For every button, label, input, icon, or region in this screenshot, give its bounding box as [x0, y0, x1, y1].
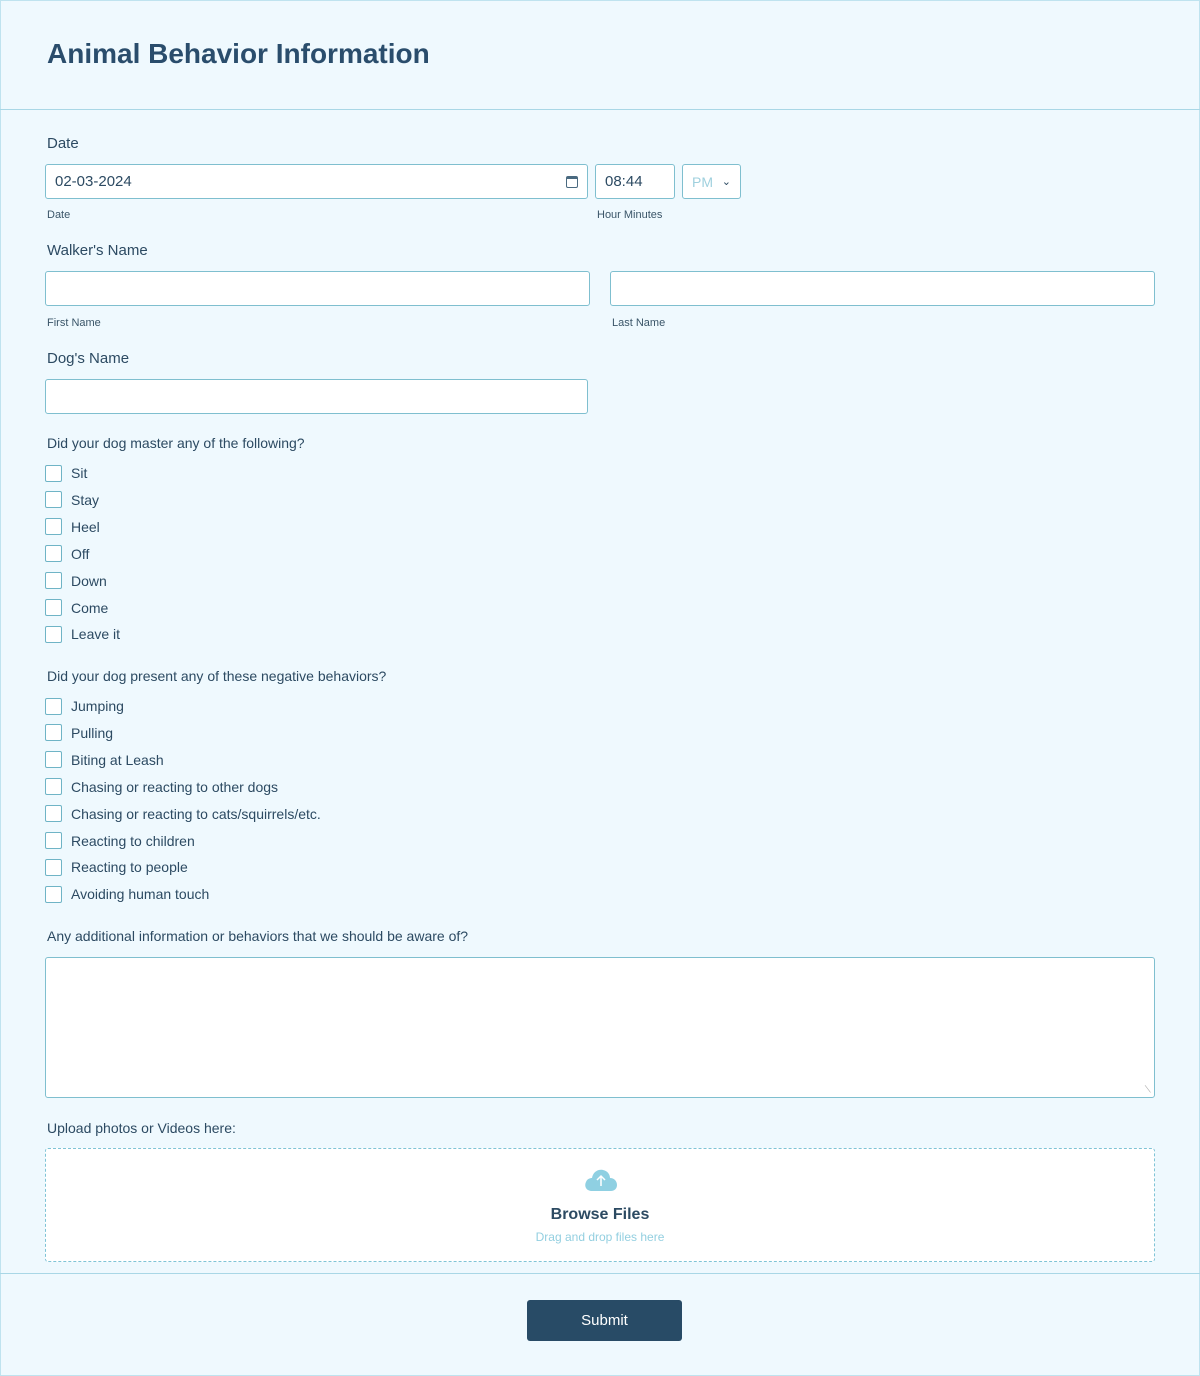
- checkbox-option[interactable]: [45, 778, 278, 796]
- checkbox-label: Sit: [71, 465, 88, 481]
- upload-label: Upload photos or Videos here:: [47, 1120, 236, 1136]
- first-name-input[interactable]: [45, 271, 590, 306]
- last-name-input[interactable]: [610, 271, 1155, 306]
- ampm-value: PM: [692, 173, 713, 190]
- checkbox-option[interactable]: [45, 572, 107, 590]
- checkbox-label: Reacting to people: [71, 859, 188, 876]
- checkbox[interactable]: [45, 599, 62, 616]
- additional-info-label: Any additional information or behaviors that we should be aware of?: [47, 928, 469, 944]
- checkbox[interactable]: [45, 698, 62, 715]
- checkbox-label: Biting at Leash: [71, 751, 164, 768]
- checkbox[interactable]: [45, 724, 62, 741]
- checkbox-option[interactable]: [45, 491, 99, 509]
- date-input[interactable]: [45, 164, 588, 199]
- checkbox[interactable]: [45, 805, 62, 822]
- chevron-down-icon: ⌄: [721, 176, 731, 188]
- ampm-select[interactable]: [682, 164, 741, 199]
- dog-name-label: Dog's Name: [47, 350, 130, 367]
- checkbox[interactable]: [45, 572, 62, 589]
- checkbox-label: Stay: [71, 491, 100, 508]
- checkbox-option[interactable]: [45, 858, 188, 876]
- checkbox-option[interactable]: [45, 724, 113, 742]
- checkbox-label: Avoiding human touch: [71, 886, 210, 903]
- time-sublabel: Hour Minutes: [597, 209, 663, 221]
- checkbox-option[interactable]: [45, 885, 209, 903]
- dog-name-input[interactable]: [45, 379, 588, 414]
- checkbox-label: Reacting to children: [71, 832, 195, 849]
- checkbox-option[interactable]: [45, 599, 108, 617]
- checkbox-label: Chasing or reacting to cats/squirrels/etc.: [71, 805, 321, 822]
- checkbox-label: Off: [71, 545, 90, 562]
- header-divider: [0, 109, 1200, 110]
- checkbox-option[interactable]: [45, 625, 120, 643]
- additional-info-textarea[interactable]: [45, 957, 1155, 1098]
- cloud-upload-icon: [583, 1167, 619, 1193]
- checkbox-option[interactable]: [45, 832, 195, 850]
- checkbox-option[interactable]: [45, 751, 164, 769]
- checkbox-option[interactable]: [45, 805, 321, 823]
- time-value: 08:44: [605, 173, 643, 190]
- checkbox[interactable]: [45, 545, 62, 562]
- walker-name-label: Walker's Name: [47, 242, 148, 259]
- checkbox[interactable]: [45, 626, 62, 643]
- submit-button[interactable]: Submit: [527, 1300, 682, 1341]
- checkbox-label: Leave it: [71, 626, 121, 643]
- checkbox-label: Jumping: [71, 698, 124, 714]
- page-title: Animal Behavior Information: [47, 38, 430, 69]
- date-value: 02-03-2024: [55, 173, 132, 190]
- footer-divider: [0, 1273, 1200, 1274]
- date-sublabel: Date: [47, 209, 71, 221]
- checkbox[interactable]: [45, 886, 62, 903]
- dropzone-hint: Drag and drop files here: [535, 1230, 665, 1244]
- checkbox-label: Heel: [71, 518, 100, 535]
- first-name-sublabel: First Name: [47, 317, 101, 329]
- checkbox[interactable]: [45, 518, 62, 535]
- time-input[interactable]: [595, 164, 675, 199]
- checkbox-label: Pulling: [71, 724, 114, 741]
- date-label: Date: [47, 135, 79, 152]
- checkbox-option[interactable]: [45, 697, 124, 715]
- checkbox-option[interactable]: [45, 518, 100, 536]
- checkbox-label: Chasing or reacting to other dogs: [71, 778, 279, 795]
- checkbox[interactable]: [45, 751, 62, 768]
- last-name-sublabel: Last Name: [612, 317, 666, 329]
- file-dropzone[interactable]: [45, 1148, 1155, 1262]
- checkbox-option[interactable]: [45, 545, 89, 563]
- checkbox[interactable]: [45, 465, 62, 482]
- checkbox[interactable]: [45, 491, 62, 508]
- mastered-question: Did your dog master any of the following?: [47, 435, 305, 451]
- negative-question: Did your dog present any of these negative behaviors?: [47, 668, 387, 684]
- checkbox[interactable]: [45, 778, 62, 795]
- calendar-icon[interactable]: [566, 176, 578, 188]
- checkbox[interactable]: [45, 832, 62, 849]
- checkbox-label: Come: [71, 599, 109, 616]
- checkbox[interactable]: [45, 859, 62, 876]
- checkbox-label: Down: [71, 572, 107, 589]
- browse-files-link[interactable]: Browse Files: [550, 1206, 650, 1223]
- checkbox-option[interactable]: [45, 464, 87, 482]
